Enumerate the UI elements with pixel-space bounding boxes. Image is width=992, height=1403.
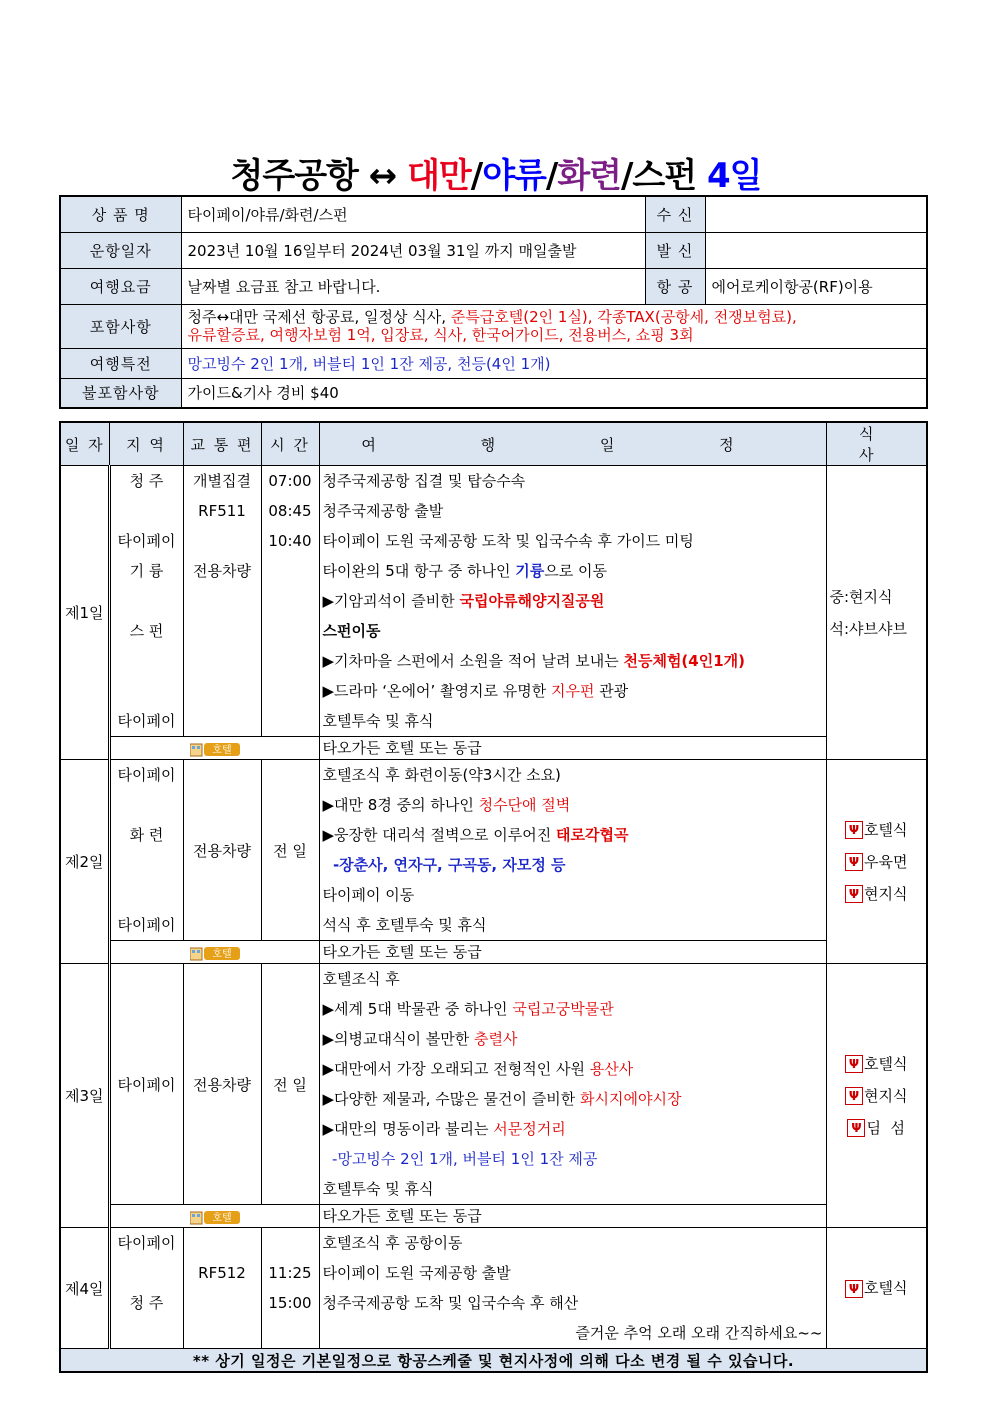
svg-text:호텔: 호텔: [211, 744, 232, 756]
day1-place: [114, 586, 180, 616]
title-yehliu: 야류: [482, 156, 546, 196]
incl-text-3: 유류할증료, 여행자보험 1억, 입장료, 식사, 한국어가이드, 전용버스, 쇼핑 3회: [187, 326, 694, 344]
day4-places: [109, 1228, 183, 1349]
special-value: 망고빙수 2인 1개, 버블티 1인 1잔 제공, 천등(4인 1개): [181, 348, 927, 378]
meal-text: 호텔식: [864, 820, 908, 839]
plan-highlight: 화시지에야시장: [580, 1090, 682, 1108]
svg-text:호텔: 호텔: [211, 948, 232, 960]
recv-value: [705, 196, 927, 232]
day1-plan: [319, 466, 826, 737]
day4-transport: [183, 1228, 261, 1349]
day2-hotel: 타오가든 호텔 또는 동급: [319, 941, 826, 964]
restaurant-icon: Ψ: [847, 1119, 865, 1137]
air-label: 항 공: [645, 268, 705, 304]
day2-label: 제2일: [60, 760, 109, 964]
meal-text: 딤 섬: [866, 1118, 906, 1137]
meal-item: [830, 878, 924, 910]
restaurant-icon: Ψ: [845, 1055, 863, 1073]
day3-time: 전 일: [261, 964, 319, 1205]
plan-text: ▶기차마을 스펀에서 소원을 적어 날려 보내는: [322, 652, 624, 670]
send-value: [705, 232, 927, 268]
plan-line: [323, 1084, 823, 1114]
plan-line: [323, 586, 823, 616]
plan-line: 타이페이 이동: [322, 886, 415, 904]
incl-value: [181, 304, 927, 348]
plan-highlight: 기륭: [515, 562, 545, 580]
plan-highlight: 서문정거리: [493, 1120, 566, 1138]
day2-meals: [826, 760, 927, 964]
plan-text: 관광: [594, 682, 629, 700]
hotel-icon-cell: [109, 941, 319, 964]
day1-places: [109, 466, 183, 737]
day4-plan: [319, 1228, 826, 1349]
title-duration: 4일: [706, 156, 762, 196]
day2-places: [109, 760, 183, 941]
excl-value: 가이드&기사 경비 $40: [181, 378, 927, 408]
plan-text: ▶대만 8경 중의 하나인: [322, 796, 479, 814]
plan-line: 석식 후 호텔투숙 및 휴식: [322, 916, 487, 934]
day1-transport-item: RF511: [198, 502, 246, 520]
day3-transport: 전용차량: [183, 964, 261, 1205]
incl-text-1: 청주↔대만 국제선 항공료, 일정상 식사,: [187, 308, 451, 326]
meal-item: [830, 1048, 924, 1080]
day1-transport: [183, 466, 261, 737]
header-transport: 교 통 편: [183, 422, 261, 466]
plan-line: 호텔투숙 및 휴식: [322, 1180, 434, 1198]
plan-line: [323, 556, 823, 586]
plan-text: ▶드라마 ‘온에어’ 촬영지로 유명한: [322, 682, 552, 700]
plan-highlight: 천등체험(4인1개): [623, 652, 745, 670]
plan-highlight: 충렬사: [473, 1030, 518, 1048]
meal-text: 우육면: [864, 852, 908, 871]
plan-line: [323, 676, 823, 706]
air-value: 에어로케이항공(RF)이용: [705, 268, 927, 304]
day1-place: 스 펀: [129, 622, 164, 640]
day1-transport-item: 전용차량: [193, 562, 251, 580]
day1-place: 타이페이: [117, 532, 176, 550]
plan-highlight: 청수단애 절벽: [478, 796, 571, 814]
plan-text: ▶대만의 명동이라 불리는: [322, 1120, 494, 1138]
plan-line: 청주국제공항 도착 및 입국수속 후 해산: [322, 1294, 579, 1312]
day2-place: 화 련: [129, 826, 164, 844]
fare-value: 날짜별 요금표 참고 바랍니다.: [181, 268, 645, 304]
day2-place: 타이페이: [117, 766, 176, 784]
plan-line: -장춘사, 연자구, 구곡동, 자모정 등: [322, 856, 566, 874]
plan-highlight: 지우펀: [551, 682, 595, 700]
plan-line: [323, 1114, 823, 1144]
day1-place: 기 륭: [129, 562, 164, 580]
plan-highlight: 국립고궁박물관: [512, 1000, 614, 1018]
day1-transport-item: 개별집결: [193, 472, 251, 490]
header-day: 일 자: [60, 422, 109, 466]
title-taiwan: 대만: [407, 156, 471, 196]
plan-line: [323, 820, 823, 850]
header-region: 지 역: [109, 422, 183, 466]
fare-label: 여행요금: [60, 268, 181, 304]
restaurant-icon: Ψ: [845, 885, 863, 903]
day2-place: 타이페이: [117, 916, 176, 934]
day1-place: [114, 496, 180, 526]
plan-line: 호텔투숙 및 휴식: [322, 712, 434, 730]
incl-label: 포함사항: [60, 304, 181, 348]
title-origin: 청주공항 ↔: [230, 156, 408, 196]
plan-line: 타이페이 도원 국제공항 도착 및 입국수속 후 가이드 미팅: [322, 532, 694, 550]
plan-text: ▶대만에서 가장 오래되고 전형적인 사원: [322, 1060, 590, 1078]
day3-label: 제3일: [60, 964, 109, 1228]
title-sep: /: [545, 156, 558, 196]
plan-line: 호텔조식 후 화련이동(약3시간 소요): [322, 766, 561, 784]
day4-transport-item: RF512: [198, 1264, 246, 1282]
day1-time: 10:40: [268, 532, 312, 550]
day4-time: 15:00: [268, 1294, 312, 1312]
day1-place: [114, 646, 180, 676]
plan-text: ▶웅장한 대리석 절벽으로 이루어진: [322, 826, 556, 844]
meal-item: [830, 846, 924, 878]
restaurant-icon: Ψ: [845, 853, 863, 871]
day1-label: 제1일: [60, 466, 109, 760]
plan-line: -망고빙수 2인 1개, 버블티 1인 1잔 제공: [322, 1150, 598, 1168]
day1-time: 08:45: [268, 502, 312, 520]
day2-transport: 전용차량: [183, 760, 261, 941]
hotel-icon: [190, 741, 240, 757]
plan-line: [323, 1024, 823, 1054]
day1-time: 07:00: [268, 472, 312, 490]
special-label: 여행특전: [60, 348, 181, 378]
svg-text:호텔: 호텔: [211, 1212, 232, 1224]
product-value: 타이페이/야류/화련/스펀: [181, 196, 645, 232]
plan-text: ▶기암괴석이 즐비한: [322, 592, 460, 610]
period-label: 운항일자: [60, 232, 181, 268]
plan-text: ▶의병교대식이 볼만한: [322, 1030, 474, 1048]
recv-label: 수 신: [645, 196, 705, 232]
day2-time: 전 일: [261, 760, 319, 941]
plan-line: 청주국제공항 출발: [322, 502, 444, 520]
itinerary-table: [59, 421, 928, 1373]
header-plan: 여 행 일 정: [319, 422, 826, 466]
plan-line: 청주국제공항 집결 및 탑승수속: [322, 472, 526, 490]
day1-place: [114, 676, 180, 706]
header-meal: 식 사: [826, 422, 927, 466]
header-time: 시 간: [261, 422, 319, 466]
incl-text-2: 준특급호텔(2인 1실), 각종TAX(공항세, 전쟁보험료),: [450, 308, 797, 326]
plan-line: 호텔조식 후: [322, 970, 400, 988]
restaurant-icon: Ψ: [845, 1087, 863, 1105]
send-label: 발 신: [645, 232, 705, 268]
day1-times: [261, 466, 319, 737]
excl-label: 불포함사항: [60, 378, 181, 408]
hotel-icon: [190, 945, 240, 961]
day1-place: 타이페이: [117, 712, 176, 730]
title-shifen: /스펀: [621, 156, 707, 196]
plan-line: 타이페이 도원 국제공항 출발: [322, 1264, 511, 1282]
hotel-icon: [190, 1209, 240, 1225]
meal-text: 현지식: [864, 884, 908, 903]
plan-text: 으로 이동: [544, 562, 607, 580]
plan-line: 호텔조식 후 공항이동: [322, 1234, 463, 1252]
plan-line: [323, 994, 823, 1024]
day1-transport-item: [187, 526, 258, 556]
period-value: 2023년 10월 16일부터 2024년 03월 31일 까지 매일출발: [181, 232, 645, 268]
day1-hotel: 타오가든 호텔 또는 동급: [319, 737, 826, 760]
plan-line: [323, 1054, 823, 1084]
plan-text: ▶세계 5대 박물관 중 하나인: [322, 1000, 513, 1018]
meal-text: 호텔식: [864, 1054, 908, 1073]
itinerary-footnote: ** 상기 일정은 기본일정으로 항공스케줄 및 현지사정에 의해 다소 변경 될 수 있습니다.: [60, 1349, 927, 1373]
product-label: 상 품 명: [60, 196, 181, 232]
day4-label: 제4일: [60, 1228, 109, 1349]
plan-text: ▶다양한 제물과, 수많은 물건이 즐비한: [322, 1090, 580, 1108]
plan-line: 즐거운 추억 오래 오래 간직하세요~~: [575, 1324, 823, 1342]
meal-item: [830, 1112, 924, 1144]
meal-item: [830, 1272, 924, 1304]
plan-highlight: 국립야류해양지질공원: [459, 592, 605, 610]
restaurant-icon: Ψ: [845, 821, 863, 839]
meal-item: [830, 814, 924, 846]
day2-plan: [319, 760, 826, 941]
day3-hotel: 타오가든 호텔 또는 동급: [319, 1205, 826, 1228]
plan-highlight: 태로각협곡: [555, 826, 629, 844]
product-info-table: [59, 195, 928, 409]
meal-item: [830, 1080, 924, 1112]
meal-text: 호텔식: [864, 1279, 908, 1297]
meal-item: 중:현지식: [829, 587, 893, 606]
title-sep: /: [470, 156, 483, 196]
day1-place: 청 주: [129, 472, 164, 490]
hotel-icon-cell: [109, 1205, 319, 1228]
page-title: [0, 148, 992, 197]
day3-plan: [319, 964, 826, 1205]
day4-meals: [826, 1228, 927, 1349]
plan-line: [323, 790, 823, 820]
meal-item: 석:샤브샤브: [829, 619, 908, 638]
plan-highlight: 용산사: [589, 1060, 634, 1078]
plan-line: 스펀이동: [322, 622, 381, 640]
plan-text: 타이완의 5대 항구 중 하나인: [322, 562, 516, 580]
day4-place: 타이페이: [117, 1234, 176, 1252]
day3-meals: [826, 964, 927, 1228]
plan-line: [323, 646, 823, 676]
hotel-icon-cell: [109, 737, 319, 760]
day4-times: [261, 1228, 319, 1349]
restaurant-icon: Ψ: [845, 1280, 863, 1298]
title-hualien: 화련: [557, 156, 622, 196]
day3-place: 타이페이: [109, 964, 183, 1205]
day4-time: 11:25: [268, 1264, 312, 1282]
day4-place: 청 주: [129, 1294, 164, 1312]
day1-meals: [826, 466, 927, 760]
meal-text: 현지식: [864, 1086, 908, 1105]
